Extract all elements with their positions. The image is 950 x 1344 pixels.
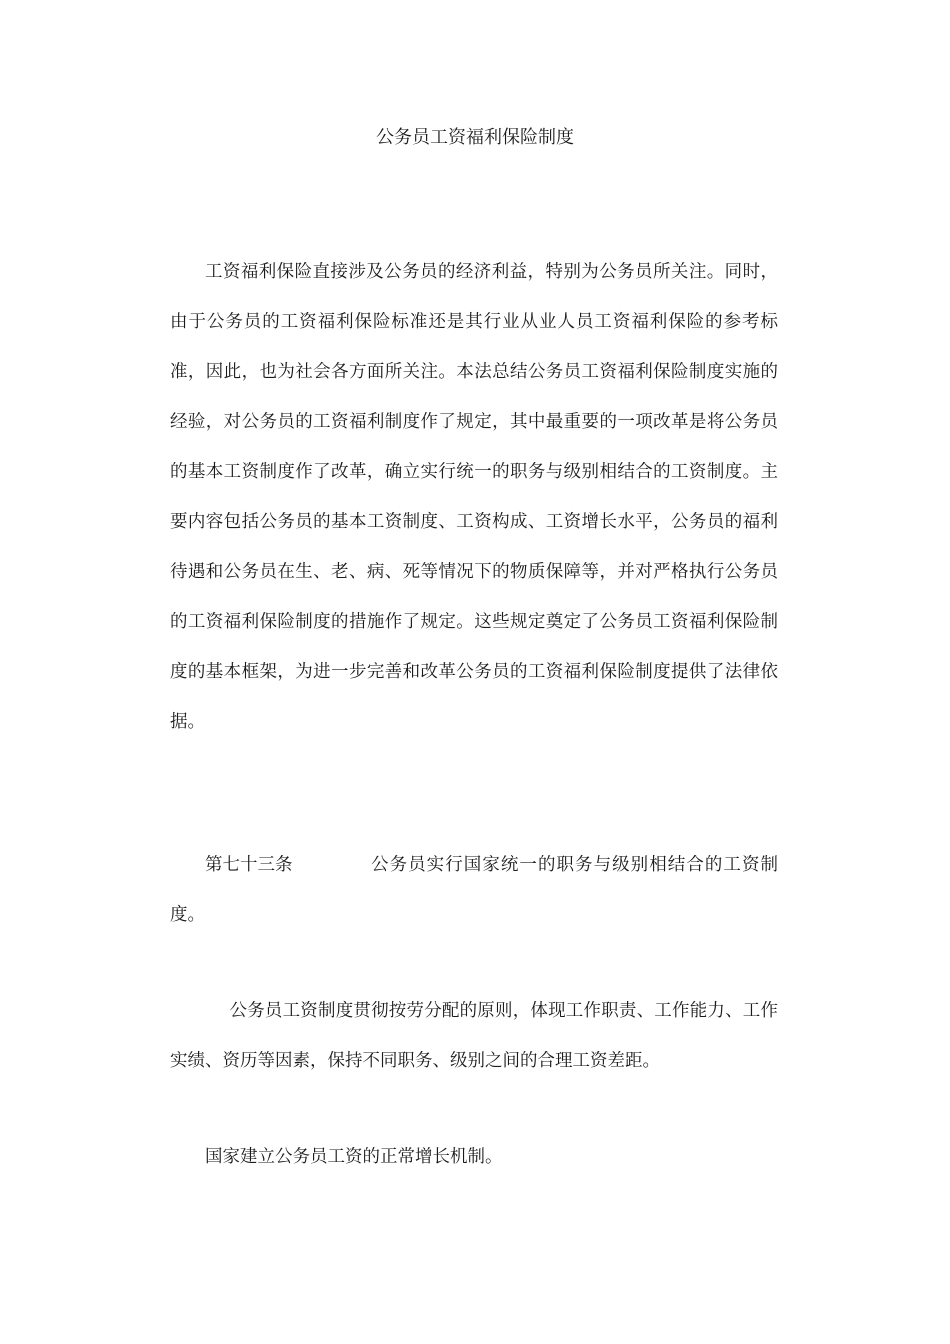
article-number: 第七十三条 (205, 855, 293, 875)
intro-paragraph: 工资福利保险直接涉及公务员的经济利益，特别为公务员所关注。同时，由于公务员的工资福利保险标准还是其行业从业人员工资福利保险的参考标准，因此，也为社会各方面所关注。本法总结公务员工资福利保险制度实施的经验，对公务员的工资福利制度作了规定，其中最重要的一项改革是将公务员的基本工资制度作了改革，确立实行统一的职务与级别相结合的工资制度。主要内容包括公务员的基本工资制度、工资构成、工资增长水平，公务员的福利待遇和公务员在生、老、病、死等情况下的物质保障等，并对严格执行公务员的工资福利保险制度的措施作了规定。这些规定奠定了公务员工资福利保险制度的基本框架，为进一步完善和改革公务员的工资福利保险制度提供了法律依据。 (170, 262, 778, 732)
article-text: 公务员实行国家统一的职务与级别相结合的工资制度。 (170, 855, 778, 925)
mechanism-paragraph: 国家建立公务员工资的正常增长机制。 (205, 1147, 503, 1167)
document-title: 公务员工资福利保险制度 (376, 127, 574, 148)
article-paragraph (170, 840, 778, 940)
principle-paragraph: 公务员工资制度贯彻按劳分配的原则，体现工作职责、工作能力、工作实绩、资历等因素，保持不同职务、级别之间的合理工资差距。 (170, 1001, 778, 1071)
